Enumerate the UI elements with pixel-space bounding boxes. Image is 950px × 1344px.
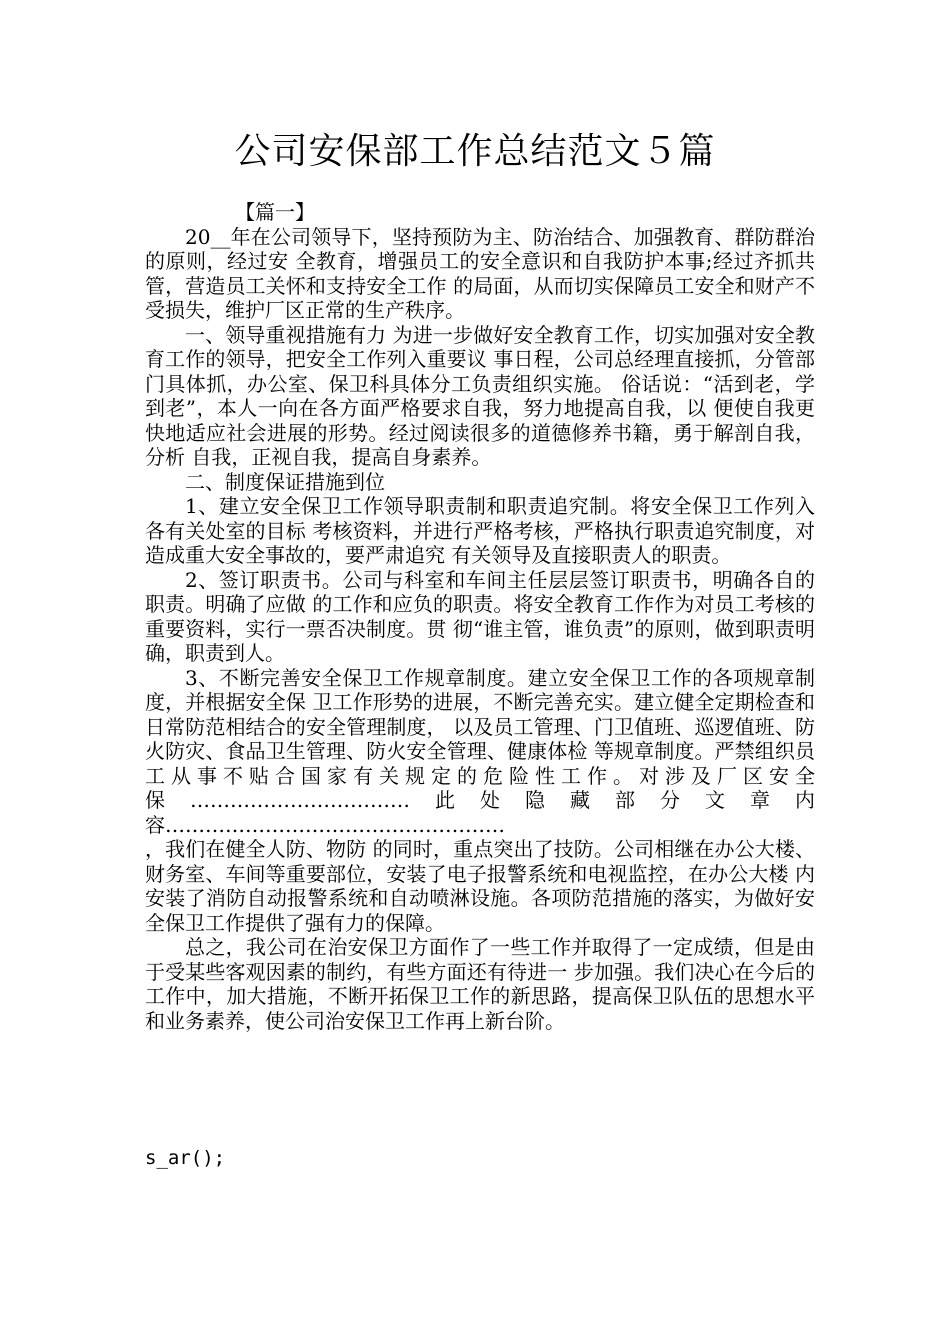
section-one-paragraph: 一、领导重视措施有力 为进一步做好安全教育工作，切实加强对安全教育工作的领导，把安全工作列入重要议 事日程，公司总经理直接抓，分管部门具体抓，办公室、保卫科具体分工负责组织实施。 俗话说：“活到老，学到老”，本人一向在各方面严格要求自我，努力地提高自我，以 便使自我更快地适应社会进展的形势。经过阅读很多的道德修养书籍，勇于解剖自我，分析 自我，正视自我，提高自身素养。 <box>145 322 815 469</box>
code-snippet: s_ar(); <box>145 1147 226 1169</box>
item-three-paragraph <box>145 666 815 838</box>
item-three-text: 3、不断完善安全保卫工作规章制度。建立安全保卫工作的各项规章制度，并根据安全保 卫工作形势的进展，不断完善充实。建立健全定期检查和日常防范相结合的安全管理制度， 以及员工管理、门卫值班、巡逻值班、防火防灾、食品卫生管理、防火安全管理、健康体检 等规章制度。严禁组织员工从事不贴合国家有关规定的危险性工作。对涉及厂区安全保 <box>145 665 815 812</box>
intro-paragraph: 20__年在公司领导下，坚持预防为主、防治结合、加强教育、群防群治的原则，经过安 全教育，增强员工的安全意识和自我防护本事;经过齐抓共管，营造员工关怀和支持安全工作 的局面，从而切实保障员工安全和财产不受损失，维护厂区正常的生产秩序。 <box>145 224 815 322</box>
continuation-paragraph: ，我们在健全人防、物防 的同时，重点突出了技防。公司相继在办公大楼、财务室、车间等重要部位，安装了电子报警系统和电视监控，在办公大楼 内安装了消防自动报警系统和自动喷淋设施。各项防范措施的落实，为做好安全保卫工作提供了强有力的保障。 <box>145 837 815 935</box>
section-tag: 【篇一】 <box>235 200 315 224</box>
document-title: 公司安保部工作总结范文５篇 <box>234 131 716 172</box>
hidden-content-note: ……………………………此处隐藏部分文章内容…………………………………………… <box>145 788 815 837</box>
document-body <box>145 200 815 1033</box>
item-one-paragraph: 1、建立安全保卫工作领导职责制和职责追究制。将安全保卫工作列入各有关处室的目标 考核资料，并进行严格考核，严格执行职责追究制度，对造成重大安全事故的，要严肃追究 有关领导及直接职责人的职责。 <box>145 494 815 567</box>
section-two-heading: 二、制度保证措施到位 <box>185 469 385 494</box>
item-two-paragraph: 2、签订职责书。公司与科室和车间主任层层签订职责书，明确各自的职责。明确了应做 的工作和应负的职责。将安全教育工作作为对员工考核的重要资料，实行一票否决制度。贯 彻“谁主管，谁负责”的原则，做到职责明确，职责到人。 <box>145 567 815 665</box>
conclusion-paragraph: 总之，我公司在治安保卫方面作了一些工作并取得了一定成绩，但是由于受某些客观因素的制约，有些方面还有待进一 步加强。我们决心在今后的工作中，加大措施，不断开拓保卫工作的新思路，提高保卫队伍的思想水平和业务素养，使公司治安保卫工作再上新台阶。 <box>145 935 815 1033</box>
